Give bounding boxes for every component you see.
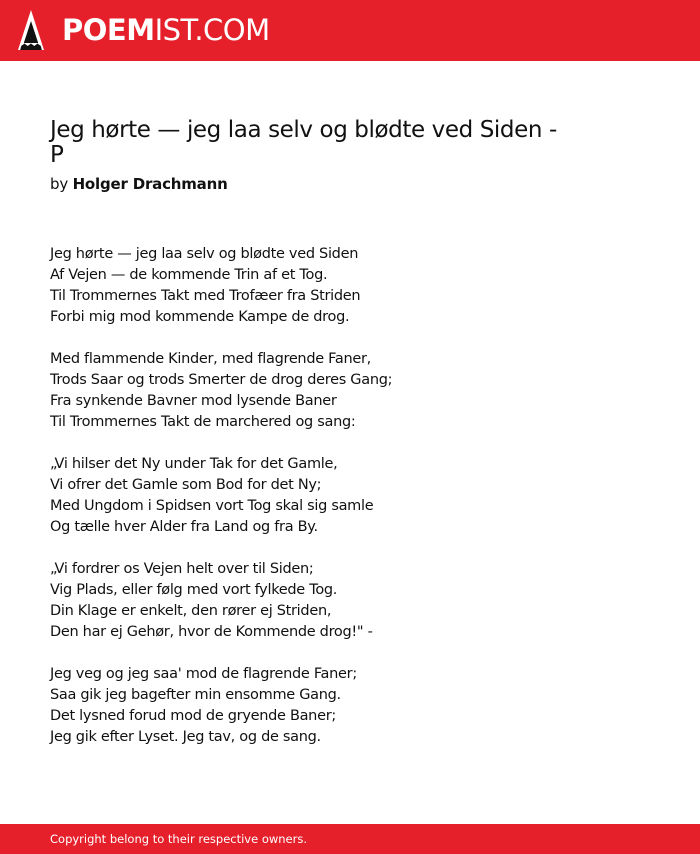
poem-line: Til Trommernes Takt med Trofæer fra Striden (50, 288, 361, 304)
stanza (50, 664, 610, 748)
poem-line: Det lysned forud mod de gryende Baner; (50, 708, 336, 724)
poem-line: Saa gik jeg bagefter min ensomme Gang. (50, 687, 341, 703)
poem-line: Trods Saar og trods Smerter de drog deres Gang; (50, 372, 393, 388)
poem-line: Vig Plads, eller følg med vort fylkede Tog. (50, 582, 338, 598)
poem-line: Og tælle hver Alder fra Land og fra By. (50, 519, 318, 535)
stanza (50, 244, 610, 328)
site-logo[interactable] (62, 12, 270, 48)
poem-line: Jeg veg og jeg saa' mod de flagrende Faner; (50, 666, 357, 682)
poem-line: Din Klage er enkelt, den rører ej Striden, (50, 603, 332, 619)
author-name: Holger Drachmann (72, 175, 228, 193)
by-label: by (50, 175, 68, 193)
poem-line: Af Vejen — de kommende Trin af et Tog. (50, 267, 328, 283)
poem-line: „Vi hilser det Ny under Tak for det Gamle, (50, 456, 338, 472)
poem-body (50, 244, 610, 769)
poem-line: „Vi fordrer os Vejen helt over til Siden; (50, 561, 314, 577)
poem-line: Vi ofrer det Gamle som Bod for det Ny; (50, 477, 322, 493)
poem-line: Forbi mig mod kommende Kampe de drog. (50, 309, 350, 325)
stanza (50, 559, 610, 643)
brand-bold: POEM (62, 13, 155, 47)
poem-line: Den har ej Gehør, hvor de Kommende drog!" - (50, 624, 373, 640)
poem-line: Fra synkende Bavner mod lysende Baner (50, 393, 337, 409)
brand-light: IST.COM (154, 13, 270, 47)
copyright-text: Copyright belong to their respective owners. (50, 832, 308, 846)
poem-line: Til Trommernes Takt de marchered og sang: (50, 414, 356, 430)
stanza (50, 454, 610, 538)
site-footer (0, 824, 700, 854)
site-header (0, 0, 700, 61)
stanza (50, 349, 610, 433)
poem-line: Jeg hørte — jeg laa selv og blødte ved Siden (50, 246, 359, 262)
poem-title: Jeg hørte — jeg laa selv og blødte ved Siden - P (50, 117, 557, 168)
poem-line: Med Ungdom i Spidsen vort Tog skal sig samle (50, 498, 374, 514)
byline (50, 174, 228, 194)
pencil-icon[interactable] (18, 10, 44, 52)
poem-line: Med flammende Kinder, med flagrende Faner, (50, 351, 371, 367)
poem-line: Jeg gik efter Lyset. Jeg tav, og de sang. (50, 729, 321, 745)
